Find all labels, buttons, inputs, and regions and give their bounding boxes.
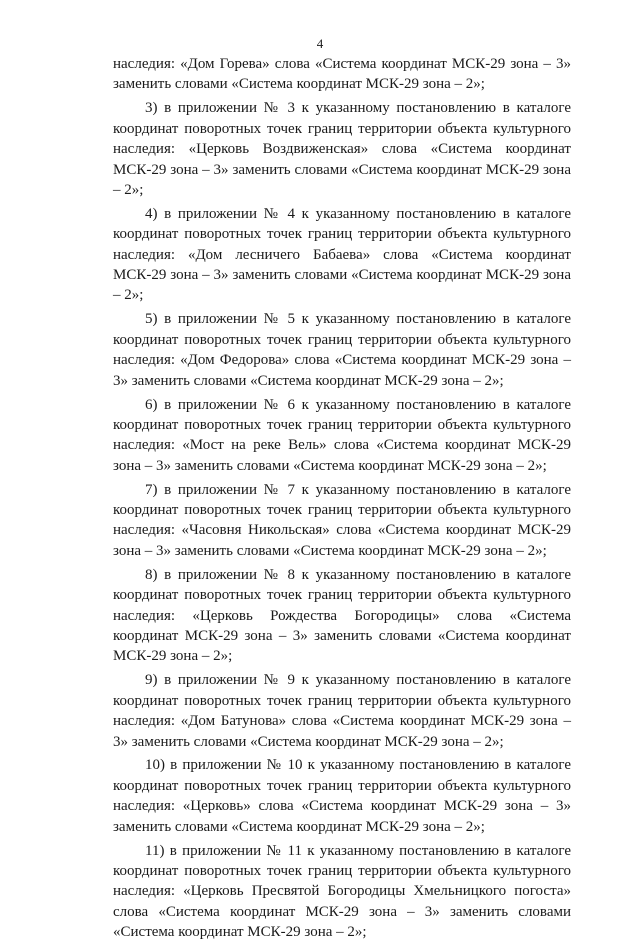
page-number: 4 [316,36,324,51]
document-body [113,54,571,946]
paragraph-continuation: наследия: «Дом Горева» слова «Система координат МСК-29 зона – 3» заменить словами «Система координат МСК-29 зона – 2»; [113,56,571,93]
paragraph-item-11: 11) в приложении № 11 к указанному постановлению в каталоге координат поворотных точек границ территории объекта культурного наследия: «Церковь Пресвятой Богородицы Хмельницкого погоста» слова «Система координат МСК-29 зона – 3» заменить словами «Система координат МСК-29 зона – 2»; [113,842,571,941]
paragraph-item-9: 9) в приложении № 9 к указанному постановлению в каталоге координат поворотных точек границ территории объекта культурного наследия: «Дом Батунова» слова «Система координат МСК-29 зона – 3» заменить словами «Система координат МСК-29 зона – 2»; [113,672,571,750]
paragraph-item-10: 10) в приложении № 10 к указанному постановлению в каталоге координат поворотных точек границ территории объекта культурного наследия: «Церковь» слова «Система координат МСК-29 зона – 3» заменить словами «Система координат МСК-29 зона – 2»; [113,757,571,835]
paragraph-item-5: 5) в приложении № 5 к указанному постановлению в каталоге координат поворотных точек границ территории объекта культурного наследия: «Дом Федорова» слова «Система координат МСК-29 зона – 3» заменить словами «Система координат МСК-29 зона – 2»; [113,311,571,389]
paragraph-item-4: 4) в приложении № 4 к указанному постановлению в каталоге координат поворотных точек границ территории объекта культурного наследия: «Дом лесничего Бабаева» слова «Система координат МСК-29 зона – 3» заменить словами «Система координат МСК-29 зона – 2»; [113,205,571,304]
paragraph-item-6: 6) в приложении № 6 к указанному постановлению в каталоге координат поворотных точек границ территории объекта культурного наследия: «Мост на реке Вель» слова «Система координат МСК-29 зона – 3» заменить словами «Система координат МСК-29 зона – 2»; [113,396,571,474]
paragraph-item-3: 3) в приложении № 3 к указанному постановлению в каталоге координат поворотных точек границ территории объекта культурного наследия: «Церковь Воздвиженская» слова «Система координат МСК-29 зона – 3» заменить словами «Система координат МСК-29 зона – 2»; [113,100,571,198]
paragraph-item-8: 8) в приложении № 8 к указанному постановлению в каталоге координат поворотных точек границ территории объекта культурного наследия: «Церковь Рождества Богородицы» слова «Система координат МСК-29 зона – 3» заменить словами «Система координат МСК-29 зона – 2»; [113,566,571,665]
paragraph-item-7: 7) в приложении № 7 к указанному постановлению в каталоге координат поворотных точек границ территории объекта культурного наследия: «Часовня Никольская» слова «Система координат МСК-29 зона – 3» заменить словами «Система координат МСК-29 зона – 2»; [113,481,571,559]
